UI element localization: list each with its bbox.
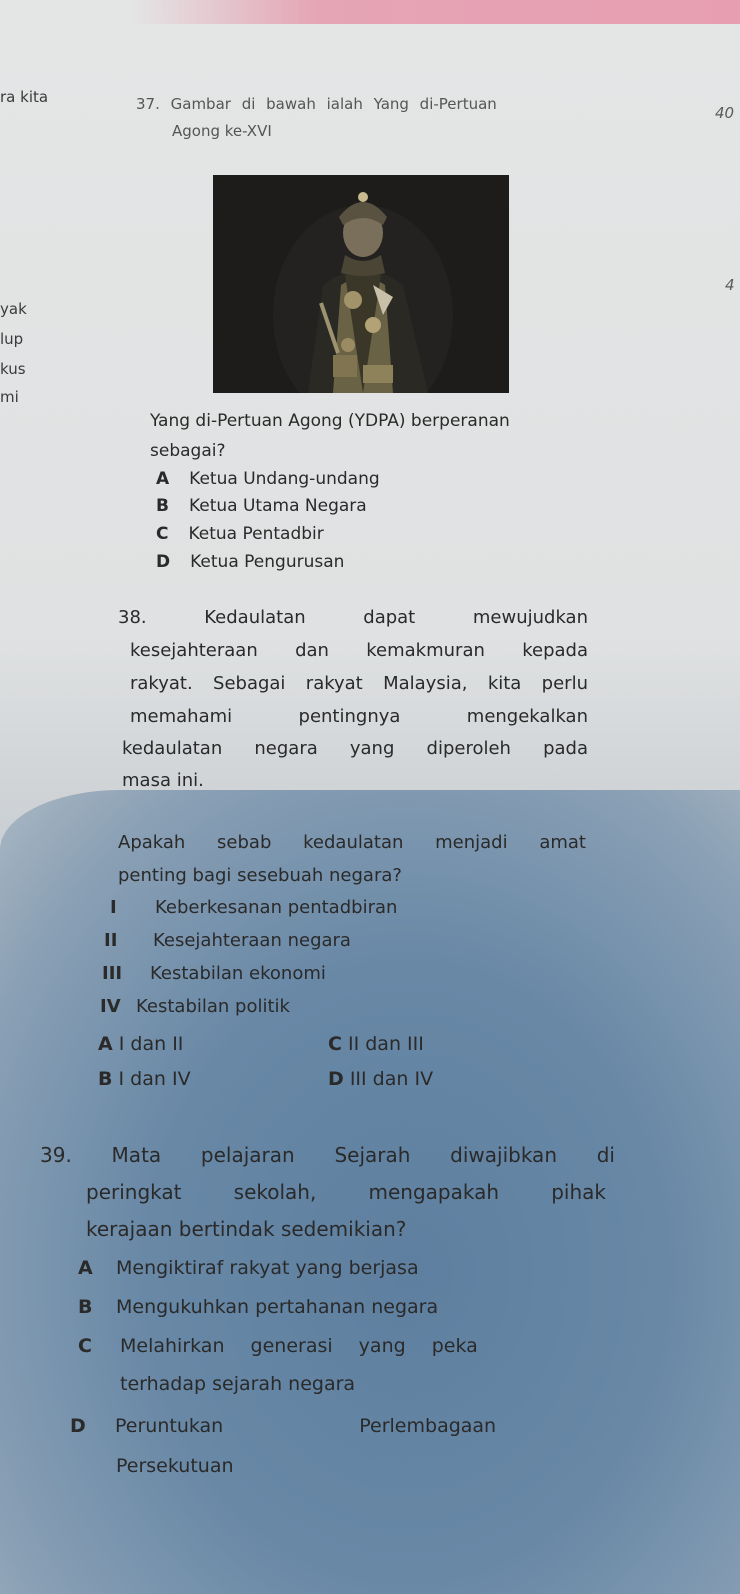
margin-fragment: ra kita	[0, 88, 49, 106]
q38-answer-a: A I dan II	[98, 1033, 184, 1055]
margin-fragment: yak	[0, 300, 27, 318]
ydpa-portrait	[213, 175, 509, 393]
q37-option-b: B Ketua Utama Negara	[156, 496, 367, 516]
q38-stem-line: rakyat. Sebagai rakyat Malaysia, kita perlu	[130, 673, 588, 694]
q38-stem-line: kedaulatan negara yang diperoleh pada	[122, 738, 588, 759]
q38-stem-line: memahami pentingnya mengekalkan	[130, 706, 588, 727]
q39-option-b: B Mengukuhkan pertahanan negara	[78, 1296, 439, 1318]
q37-option-d: D Ketua Pengurusan	[156, 552, 345, 572]
q38-item-3: III Kestabilan ekonomi	[102, 963, 326, 984]
q39-stem-line: peringkat sekolah, mengapakah pihak	[86, 1180, 606, 1204]
margin-fragment: 4	[725, 276, 735, 294]
q38-stem-line: 38. Kedaulatan dapat mewujudkan	[118, 607, 588, 628]
q38-stem-line: kesejahteraan dan kemakmuran kepada	[130, 640, 588, 661]
q37-stem-cont: Agong ke-XVI	[172, 122, 272, 140]
margin-fragment: mi	[0, 388, 19, 406]
q38-item-1: I Keberkesanan pentadbiran	[110, 897, 398, 918]
q38-answer-c: C II dan III	[328, 1033, 424, 1055]
margin-fragment: lup	[0, 330, 24, 348]
q37-question: Yang di-Pertuan Agong (YDPA) berperanan	[150, 411, 510, 431]
q37-question-cont: sebagai?	[150, 441, 226, 461]
q39-option-d: D Peruntukan Perlembagaan	[70, 1415, 497, 1437]
q39-option-d-cont: Persekutuan	[116, 1455, 234, 1477]
q39-option-c-cont: terhadap sejarah negara	[120, 1373, 356, 1395]
q38-stem-line: masa ini.	[122, 770, 204, 791]
q38-question: Apakah sebab kedaulatan menjadi amat	[118, 832, 586, 853]
page-edge-strip	[130, 0, 740, 24]
q38-question-cont: penting bagi sesebuah negara?	[118, 865, 402, 886]
q37-stem: 37. Gambar di bawah ialah Yang di-Pertuan	[136, 95, 497, 113]
q39-stem-line: 39. Mata pelajaran Sejarah diwajibkan di	[40, 1143, 615, 1167]
q37-option-a: A Ketua Undang-undang	[156, 469, 380, 489]
q37-option-c: C Ketua Pentadbir	[156, 524, 324, 544]
margin-fragment: 40	[715, 104, 735, 122]
q38-answer-b: B I dan IV	[98, 1068, 191, 1090]
q39-stem-line: kerajaan bertindak sedemikian?	[86, 1217, 407, 1241]
q39-option-a: A Mengiktiraf rakyat yang berjasa	[78, 1257, 419, 1279]
q39-option-c: C Melahirkan generasi yang peka	[78, 1335, 478, 1357]
q38-item-4: IV Kestabilan politik	[100, 996, 290, 1017]
q38-answer-d: D III dan IV	[328, 1068, 434, 1090]
q38-item-2: II Kesejahteraan negara	[104, 930, 351, 951]
margin-fragment: kus	[0, 360, 26, 378]
